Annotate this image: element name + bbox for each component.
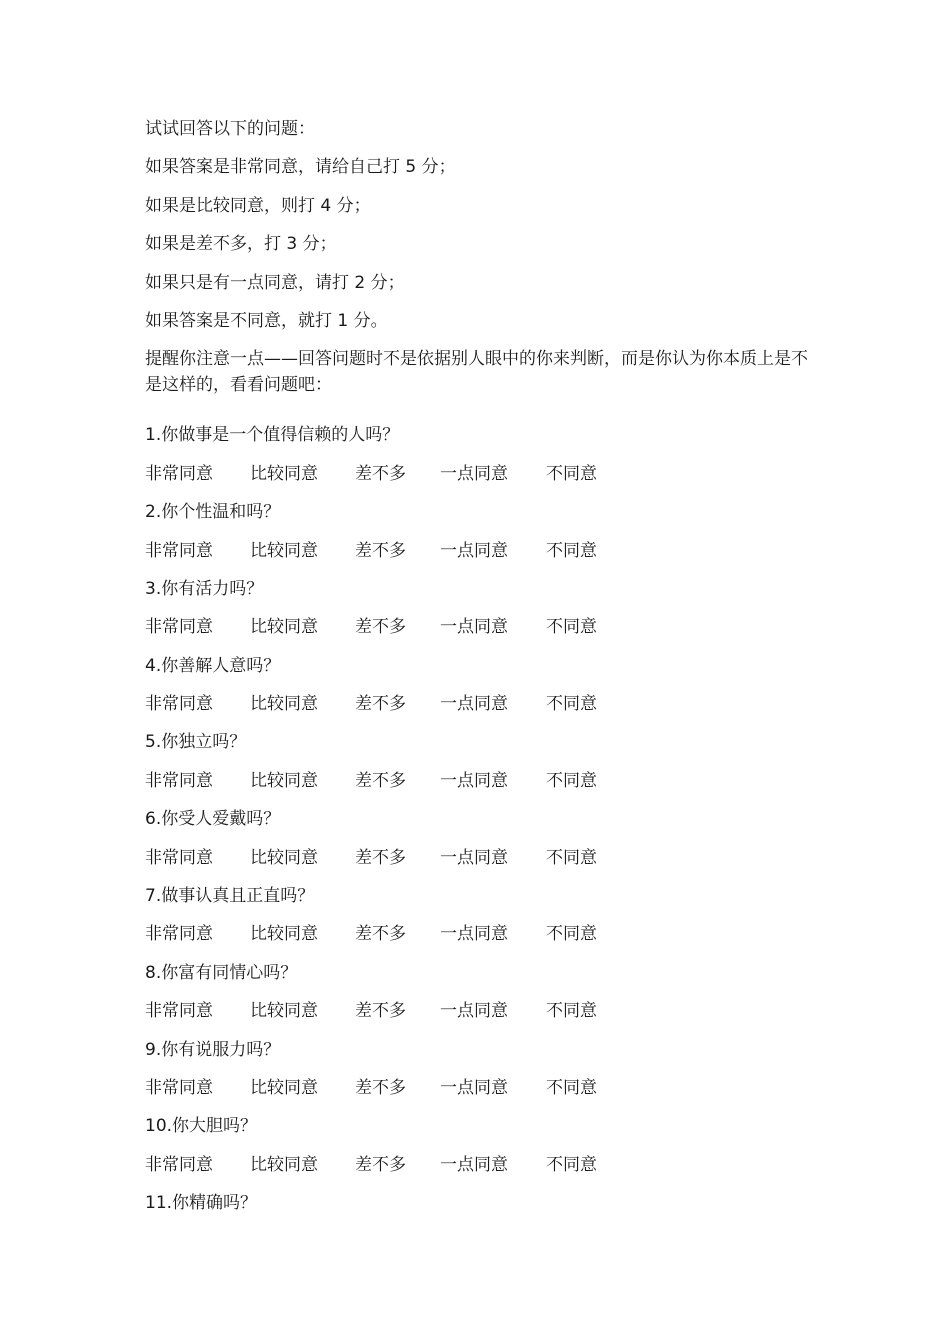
answer-option[interactable]: 比较同意 [250,770,318,791]
answer-option[interactable]: 一点同意 [440,463,508,484]
intro-line: 试试回答以下的问题： [145,119,315,139]
answer-option[interactable]: 差不多 [355,694,406,715]
answer-options-row [145,538,815,576]
answer-option[interactable]: 一点同意 [440,924,508,945]
intro-line: 如果是差不多，打 3 分； [145,234,337,255]
answer-options-row [145,998,815,1036]
answer-option[interactable]: 不同意 [546,617,597,638]
answer-option[interactable]: 非常同意 [145,1077,213,1098]
question-text: 2.你个性温和吗？ [145,502,281,523]
answer-option[interactable]: 非常同意 [145,770,213,791]
intro-line: 如果答案是非常同意，请给自己打 5 分； [145,157,456,178]
answer-option[interactable]: 不同意 [546,1001,597,1022]
answer-option[interactable]: 一点同意 [440,540,508,561]
answer-options-row [145,1075,815,1113]
answer-option[interactable]: 非常同意 [145,847,213,868]
answer-option[interactable]: 比较同意 [250,617,318,638]
question-text: 9.你有说服力吗？ [145,1039,281,1060]
question-text: 10.你大胆吗？ [145,1116,258,1137]
reminder-paragraph: 提醒你注意一点——回答问题时不是依据别人眼中的你来判断，而是你认为你本质上是不是这样的，看看问题吧： [145,349,808,396]
question-text: 1.你做事是一个值得信赖的人吗？ [145,425,400,446]
question-text: 3.你有活力吗？ [145,578,264,599]
answer-option[interactable]: 比较同意 [250,1077,318,1098]
answer-option[interactable]: 不同意 [546,540,597,561]
answer-option[interactable]: 不同意 [546,463,597,484]
answer-option[interactable]: 比较同意 [250,924,318,945]
intro-line: 如果是比较同意，则打 4 分； [145,195,371,216]
answer-option[interactable]: 一点同意 [440,770,508,791]
question-text: 7.做事认真且正直吗？ [145,886,315,907]
answer-option[interactable]: 一点同意 [440,694,508,715]
answer-option[interactable]: 非常同意 [145,1154,213,1175]
answer-option[interactable]: 差不多 [355,463,406,484]
question-text: 6.你受人爱戴吗？ [145,809,281,830]
question-text: 8.你富有同情心吗？ [145,962,298,983]
answer-option[interactable]: 一点同意 [440,1001,508,1022]
answer-option[interactable]: 一点同意 [440,617,508,638]
answer-option[interactable]: 比较同意 [250,540,318,561]
answer-option[interactable]: 比较同意 [250,1001,318,1022]
answer-option[interactable]: 差不多 [355,540,406,561]
answer-option[interactable]: 非常同意 [145,463,213,484]
answer-option[interactable]: 比较同意 [250,694,318,715]
answer-option[interactable]: 一点同意 [440,1077,508,1098]
answer-option[interactable]: 比较同意 [250,1154,318,1175]
answer-option[interactable]: 非常同意 [145,694,213,715]
question-text: 4.你善解人意吗？ [145,655,281,676]
intro-line: 如果答案是不同意，就打 1 分。 [145,310,388,331]
answer-option[interactable]: 差不多 [355,1154,406,1175]
answer-option[interactable]: 不同意 [546,847,597,868]
answer-option[interactable]: 不同意 [546,1154,597,1175]
answer-option[interactable]: 差不多 [355,1077,406,1098]
answer-option[interactable]: 差不多 [355,924,406,945]
answer-options-row [145,691,815,729]
answer-option[interactable]: 非常同意 [145,617,213,638]
intro-line: 如果只是有一点同意，请打 2 分； [145,272,405,293]
answer-option[interactable]: 差不多 [355,847,406,868]
answer-options-row [145,921,815,959]
answer-option[interactable]: 不同意 [546,694,597,715]
question-list [145,422,815,1228]
answer-options-row [145,1152,815,1190]
answer-option[interactable]: 差不多 [355,1001,406,1022]
answer-option[interactable]: 差不多 [355,770,406,791]
question-text: 5.你独立吗？ [145,732,247,753]
answer-option[interactable]: 不同意 [546,1077,597,1098]
answer-option[interactable]: 比较同意 [250,847,318,868]
question-text: 11.你精确吗？ [145,1193,258,1214]
answer-options-row [145,614,815,652]
answer-option[interactable]: 非常同意 [145,1001,213,1022]
answer-option[interactable]: 不同意 [546,770,597,791]
answer-option[interactable]: 差不多 [355,617,406,638]
answer-option[interactable]: 一点同意 [440,847,508,868]
answer-option[interactable]: 非常同意 [145,924,213,945]
answer-option[interactable]: 一点同意 [440,1154,508,1175]
answer-options-row [145,768,815,806]
answer-options-row [145,845,815,883]
answer-option[interactable]: 比较同意 [250,463,318,484]
answer-option[interactable]: 非常同意 [145,540,213,561]
questionnaire-body [145,116,815,1229]
answer-option[interactable]: 不同意 [546,924,597,945]
answer-options-row [145,461,815,499]
